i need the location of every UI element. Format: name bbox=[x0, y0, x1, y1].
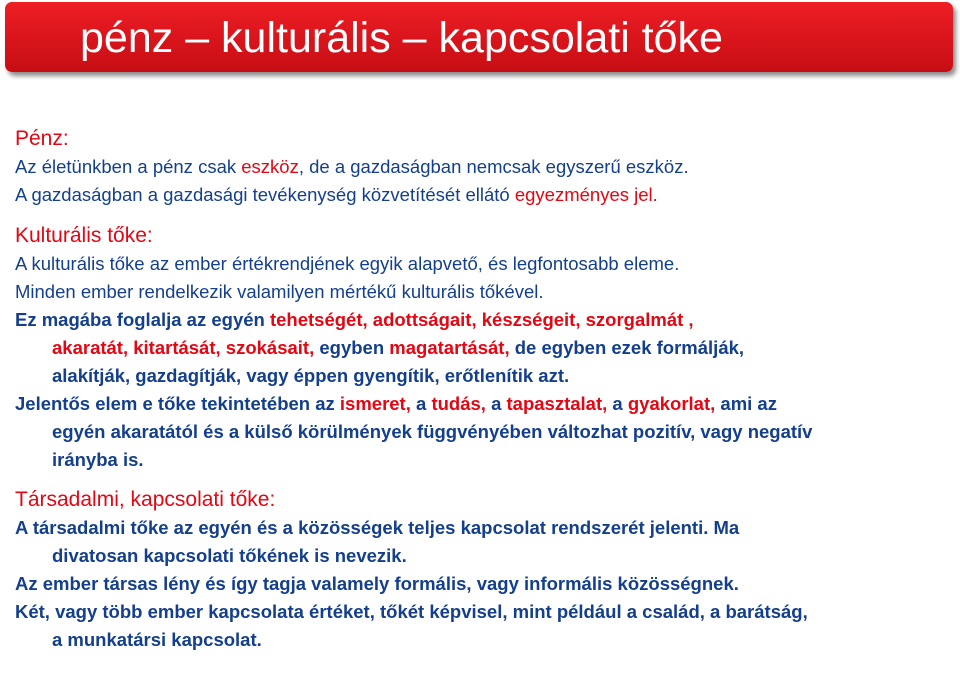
text-run: egyben bbox=[314, 337, 390, 358]
highlight-tapasztalat: tapasztalat, bbox=[506, 393, 608, 414]
section-heading-penz: Pénz: bbox=[15, 127, 69, 150]
kulturalis-para-1-line-1 bbox=[15, 306, 955, 334]
kulturalis-para-2-line-1 bbox=[15, 390, 955, 418]
kulturalis-line-1: A kulturális tőke az ember értékrendjének egyik alapvető, és legfontosabb eleme. bbox=[15, 253, 680, 274]
kulturalis-line-2: Minden ember rendelkezik valamilyen mértékű kulturális tőkével. bbox=[15, 281, 544, 302]
text-run: de egyben ezek formálják, bbox=[509, 337, 745, 358]
tarsadalmi-line-4: Két, vagy több ember kapcsolata értéket, tőkét képvisel, mint például a család, a barátság, bbox=[15, 601, 808, 622]
highlight-magatartas: magatartását, bbox=[389, 337, 510, 358]
page-title: pénz – kulturális – kapcsolati tőke bbox=[80, 14, 723, 62]
penz-line-2 bbox=[15, 181, 955, 209]
text-run: Az életünkben a pénz csak bbox=[15, 156, 242, 177]
highlight-tudas: tudás, bbox=[431, 393, 486, 414]
penz-line-1 bbox=[15, 153, 955, 181]
text-run: ami az bbox=[715, 393, 777, 414]
text-run: A gazdaságban a gazdasági tevékenység közvetítését ellátó bbox=[15, 184, 515, 205]
spacer bbox=[15, 209, 955, 222]
tarsadalmi-line-2: divatosan kapcsolati tőkének is nevezik. bbox=[52, 545, 407, 566]
tarsadalmi-line-5: a munkatársi kapcsolat. bbox=[52, 629, 262, 650]
text-run: Ez magába foglalja az egyén bbox=[15, 309, 270, 330]
section-heading-tarsadalmi: Társadalmi, kapcsolati tőke: bbox=[15, 488, 276, 511]
kulturalis-para-1-line-2 bbox=[15, 334, 955, 362]
highlight-ismeret: ismeret, bbox=[339, 393, 411, 414]
kulturalis-para-2-line-3: irányba is. bbox=[52, 449, 144, 470]
highlight-eszkoz: eszköz bbox=[241, 156, 299, 177]
text-run: a bbox=[485, 393, 507, 414]
text-run: a bbox=[607, 393, 628, 414]
text-run: , de a gazdaságban nemcsak egyszerű eszköz. bbox=[298, 156, 689, 177]
tarsadalmi-line-1: A társadalmi tőke az egyén és a közösségek teljes kapcsolat rendszerét jelenti. Ma bbox=[15, 517, 740, 538]
kulturalis-para-1-line-3: alakítják, gazdagítják, vagy éppen gyengítik, erőtlenítik azt. bbox=[52, 365, 570, 386]
highlight-tehetseg: tehetségét, adottságait, készségeit, szorgalmát , bbox=[269, 309, 694, 330]
section-heading-kulturalis: Kulturális tőke: bbox=[15, 224, 153, 247]
highlight-akarat: akaratát, kitartását, szokásait, bbox=[52, 337, 315, 358]
text-run: Jelentős elem e tőke tekintetében az bbox=[15, 393, 340, 414]
text-run: a bbox=[410, 393, 432, 414]
spacer bbox=[15, 474, 955, 486]
tarsadalmi-line-3: Az ember társas lény és így tagja valamely formális, vagy informális közösségnek. bbox=[15, 573, 739, 594]
kulturalis-para-2-line-2: egyén akaratától és a külső körülmények függvényében változhat pozitív, vagy negatív bbox=[52, 421, 813, 442]
highlight-gyakorlat: gyakorlat, bbox=[627, 393, 716, 414]
title-banner bbox=[5, 2, 953, 72]
slide-body bbox=[15, 125, 955, 654]
highlight-egyezmenyes-jel: egyezményes jel. bbox=[514, 184, 658, 205]
